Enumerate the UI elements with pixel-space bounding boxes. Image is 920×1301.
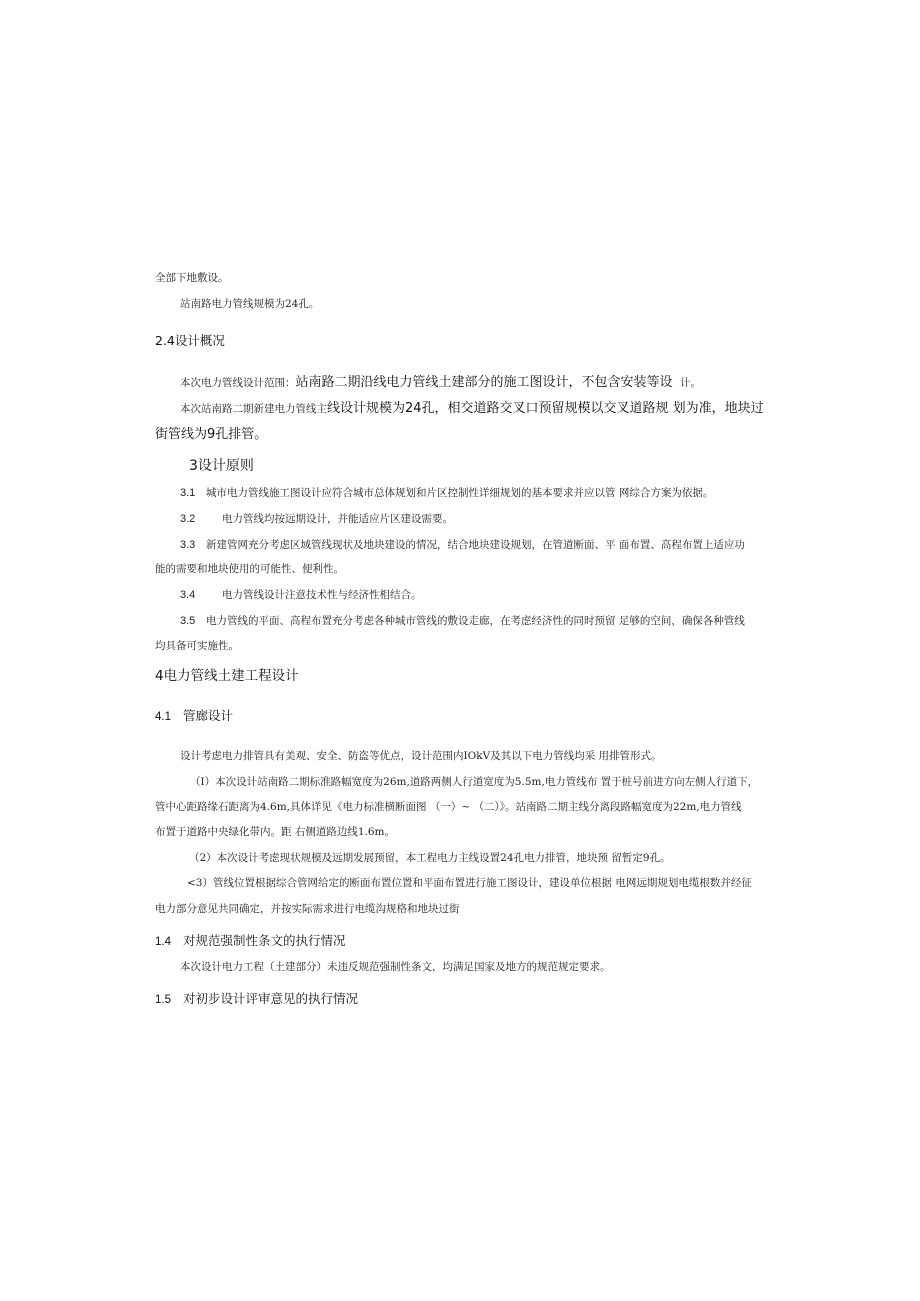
clause-3-3: [180, 538, 745, 552]
clause-number: 3.2: [180, 513, 196, 525]
clause-number: 3.4: [180, 589, 196, 601]
text-line: 能的需要和地块使用的可能性、便利性。: [155, 563, 344, 575]
subsection-heading-1-4: [155, 934, 346, 949]
clause-text: 电力管线的平面、高程布置充分考虑各种城市管线的敷设走廊，在考虑经济性的同时预留 足够的空间，确保各种管线: [206, 615, 745, 627]
subsection-heading-1-5: [155, 992, 358, 1007]
clause-text: 电力管线设计注意技术性与经济性相结合。: [222, 589, 422, 601]
text-span: 计。: [679, 377, 701, 389]
paragraph-line: （I）本次设计站南路二期标准路幅宽度为26m,道路两侧人行道宽度为5.5m,电力管线布 置于桩号前进方向左侧人行道下，: [190, 776, 759, 788]
text-line: 全部下地敷设。: [155, 272, 229, 284]
text-span-emphasis: 线设计规模为24孔，相交道路交叉口预留规模以交叉道路规 划为准，地块过: [327, 401, 764, 416]
clause-text: 城市电力管线施工图设计应符合城市总体规划和片区控制性详细规划的基本要求并应以管 网综合方案为依据。: [206, 487, 714, 499]
section-heading-2-4: 2.4设计概况: [155, 333, 225, 348]
text-span: 本次站南路二期新建电力管线主: [180, 403, 327, 415]
paragraph-line: 布置于道路中央绿化带内。距 右侧道路边线1.6m。: [155, 826, 395, 838]
clause-3-1: [180, 486, 713, 500]
paragraph-line: 本次设计电力工程（土建部分）未违反规范强制性条文，均满足国家及地方的规范规定要求。: [180, 961, 611, 973]
paragraph-line: （2）本次设计考虑现状规模及远期发展预留，本工程电力主线设置24孔电力排管，地块预 留暂定9孔。: [189, 852, 671, 864]
paragraph-line: 街管线为9孔排管。: [155, 427, 268, 442]
heading-number: 1.5: [155, 994, 171, 1006]
paragraph-line: [180, 376, 701, 390]
paragraph-line: 管中心距路缘石距离为4.6m,具体详见《电力标准横断面图 （一）~ （二）》。站南路二期主线分离段路幅宽度为22m,电力管线: [155, 801, 742, 813]
text-line: 均具备可实施性。: [155, 640, 239, 652]
heading-text: 对初步设计评审意见的执行情况: [183, 991, 359, 1006]
clause-number: 3.3: [180, 539, 196, 551]
clause-3-4: [180, 588, 422, 602]
clause-3-5: [180, 614, 745, 628]
paragraph-line: 电力部分意见共同确定，并按实际需求进行电缆沟规格和地块过街: [155, 903, 460, 915]
clause-text: 电力管线均按远期设计，并能适应片区建设需要。: [222, 513, 453, 525]
subsection-heading-4-1: [155, 709, 233, 724]
paragraph-line: [180, 402, 764, 416]
heading-number: 4.1: [155, 711, 171, 723]
text-span: 本次电力管线设计范围：: [180, 377, 296, 389]
heading-text: 管廊设计: [183, 708, 234, 723]
section-heading-4: 4电力管线土建工程设计: [155, 668, 299, 684]
clause-3-2: [180, 512, 453, 526]
heading-number: 1.4: [155, 936, 171, 948]
paragraph-line: 设计考虑电力排管具有美观、安全、防盗等优点，设计范围内IOkV及其以下电力管线均采 用排管形式。: [180, 750, 662, 762]
clause-text: 新建管网充分考虑区域管线现状及地块建设的情况，结合地块建设规划，在管道断面、平 面布置、高程布置上适应功: [206, 539, 745, 551]
text-span-emphasis: 站南路二期沿线电力管线土建部分的施工图设计，不包含安装等设: [295, 375, 673, 390]
section-heading-3: 3设计原则: [189, 458, 254, 474]
text-line: 站南路电力管线规模为24孔。: [180, 298, 320, 310]
clause-number: 3.5: [180, 615, 196, 627]
clause-number: 3.1: [180, 487, 196, 499]
paragraph-line: <3）管线位置根据综合管网给定的断面布置位置和平面布置进行施工图设计，建设单位根据 电网远期规划电缆根数并经征: [187, 877, 752, 889]
heading-text: 对规范强制性条文的执行情况: [183, 933, 346, 948]
